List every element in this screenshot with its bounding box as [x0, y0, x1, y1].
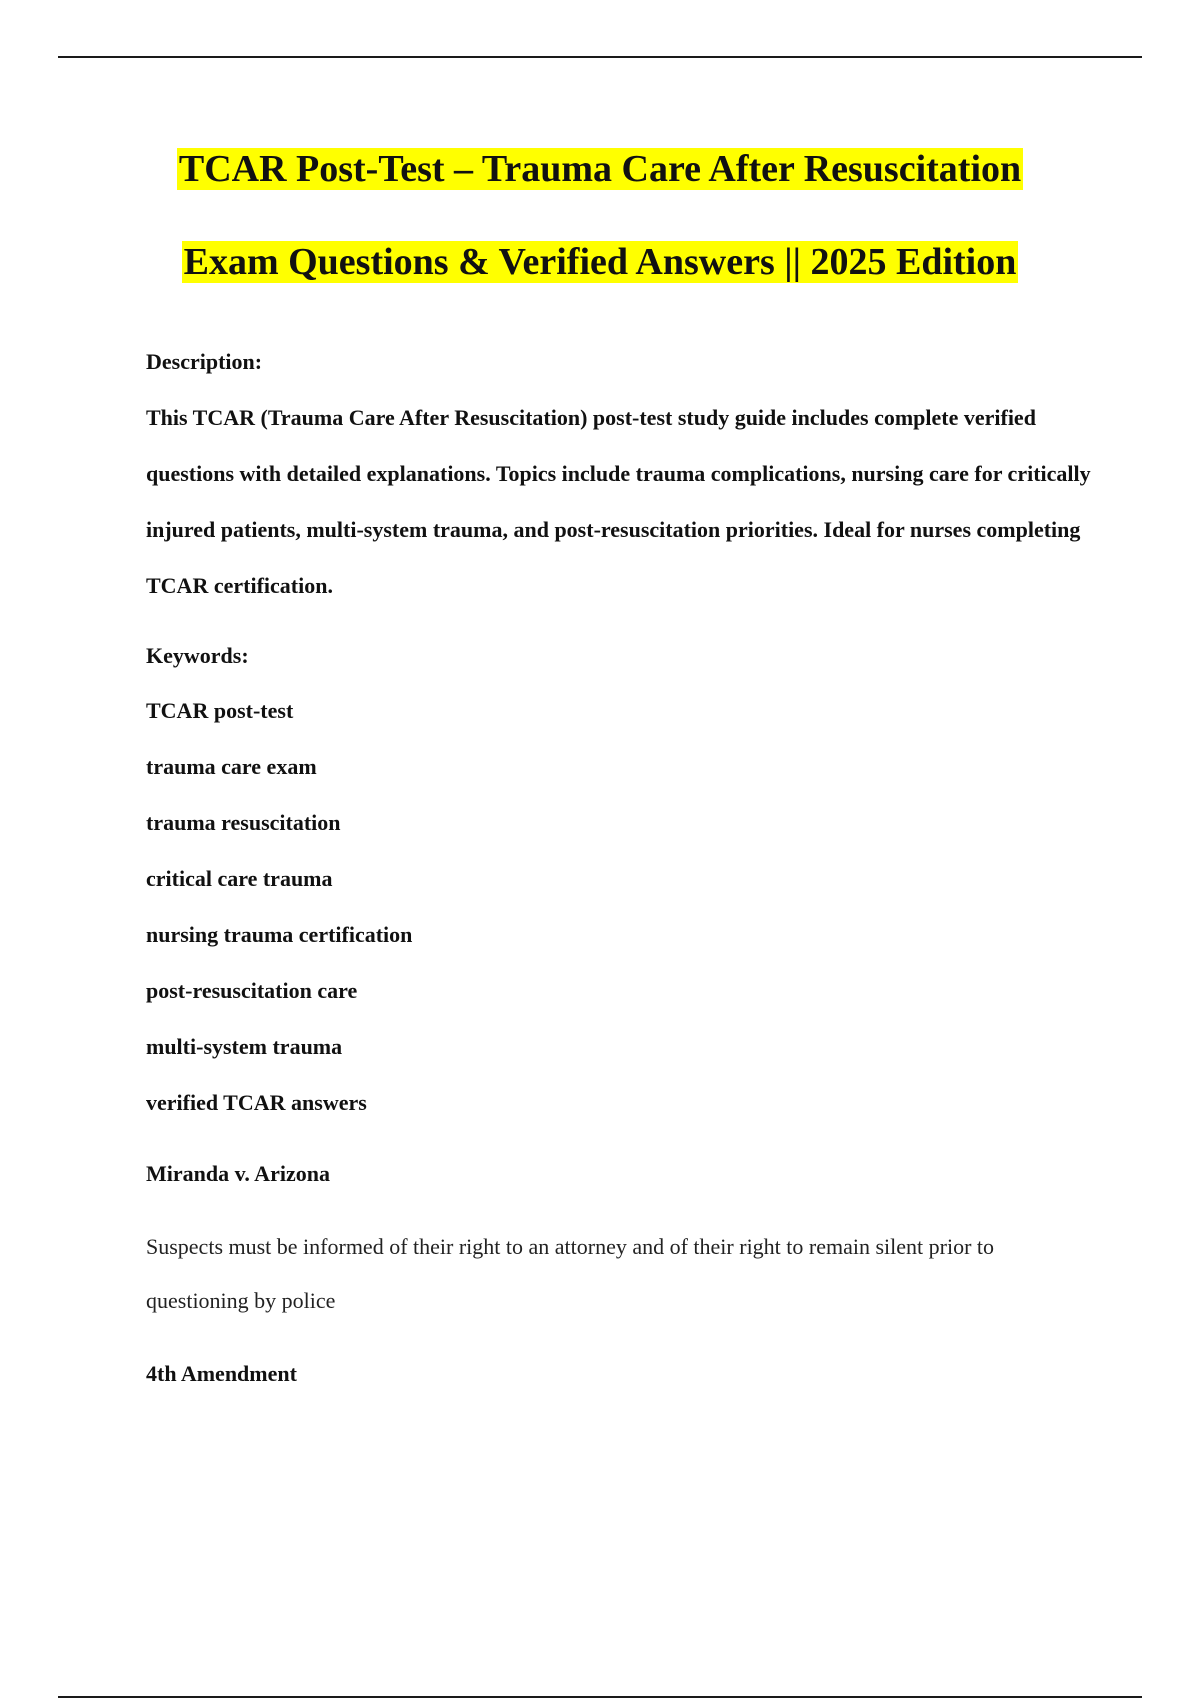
keyword-item: verified TCAR answers: [146, 1090, 367, 1115]
keyword-item: trauma care exam: [146, 754, 317, 779]
document-title-line-2: [0, 238, 1200, 286]
keyword-item: nursing trauma certification: [146, 922, 413, 947]
bottom-rule: [58, 1696, 1142, 1698]
keyword-item: TCAR post-test: [146, 698, 294, 723]
question-2: 4th Amendment: [146, 1361, 297, 1386]
keywords-list: [146, 697, 1096, 1145]
title-line-2-text: Exam Questions & Verified Answers || 2025 Edition: [183, 241, 1017, 283]
description-text: This TCAR (Trauma Care After Resuscitation) post-test study guide includes complete verified questions with detailed explanations. Topics include trauma complications, nursing care for critically injured patients, multi-system trauma, and post-resuscitation priorities. Ideal for nurses completing TCAR certification.: [146, 405, 1091, 598]
answer-1: Suspects must be informed of their right to an attorney and of their right to remain silent prior to questioning by police: [146, 1234, 995, 1313]
keyword-item: multi-system trauma: [146, 1034, 343, 1059]
document-title-line-1: [0, 145, 1200, 193]
top-rule: [58, 56, 1142, 58]
description-label: Description:: [146, 349, 263, 374]
keyword-item: critical care trauma: [146, 866, 333, 891]
keyword-item: post-resuscitation care: [146, 978, 358, 1003]
title-line-1-text: TCAR Post-Test – Trauma Care After Resuscitation: [178, 148, 1022, 190]
question-1: Miranda v. Arizona: [146, 1161, 330, 1186]
keyword-item: trauma resuscitation: [146, 810, 341, 835]
keywords-label: Keywords:: [146, 643, 249, 668]
